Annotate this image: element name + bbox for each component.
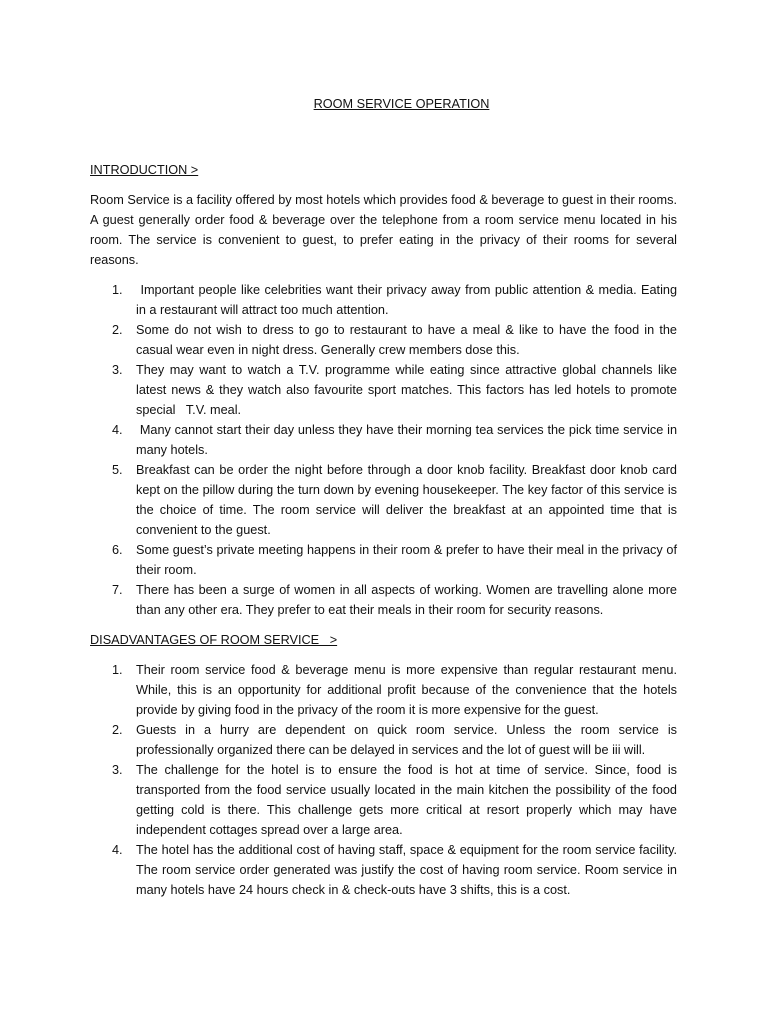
list-item [90, 720, 681, 760]
list-item-number: 5. [112, 463, 123, 477]
list-item-number: 2. [112, 323, 123, 337]
list-item [90, 580, 681, 620]
list-item-text: Important people like celebrities want their privacy away from public attention & media. Eating in a restaurant will attract too much attention. [136, 283, 681, 317]
list-item-text: Some guest’s private meeting happens in their room & prefer to have their meal in the privacy of their room. [136, 543, 681, 577]
list-item-number: 3. [112, 363, 123, 377]
list-item [90, 420, 681, 460]
list-item [90, 660, 681, 720]
list-item-text: They may want to watch a T.V. programme while eating since attractive global channels like latest news & they watch also favourite sport matches. This factors has led hotels to promote special T.V. meal. [136, 363, 681, 417]
list-item-number: 4. [112, 423, 123, 437]
list-item [90, 460, 681, 540]
disadvantages-heading: DISADVANTAGES OF ROOM SERVICE > [90, 633, 338, 647]
reasons-list [90, 280, 681, 620]
list-item-text: The hotel has the additional cost of having staff, space & equipment for the room service facility. The room service order generated was justify the cost of having room service. Room service in many hotels have 24 hours check in & check-outs have 3 shifts, this is a cost. [136, 843, 681, 897]
list-item-text: There has been a surge of women in all aspects of working. Women are travelling alone more than any other era. They prefer to eat their meals in their room for security reasons. [136, 583, 681, 617]
list-item [90, 540, 681, 580]
list-item [90, 280, 681, 320]
introduction-heading: INTRODUCTION > [90, 163, 199, 177]
document-body [90, 94, 681, 910]
list-item-text: The challenge for the hotel is to ensure the food is hot at time of service. Since, food is transported from the food service usually located in the main kitchen the possibility of the food getting cold is there. This challenge gets more critical at resort properly which may have independent cottages spread over a large area. [136, 763, 681, 837]
disadvantages-list [90, 660, 681, 900]
list-item [90, 760, 681, 840]
document-title: ROOM SERVICE OPERATION [313, 97, 490, 111]
list-item-number: 1. [112, 283, 123, 297]
list-item-number: 4. [112, 843, 123, 857]
list-item-number: 2. [112, 723, 123, 737]
list-item-number: 6. [112, 543, 123, 557]
list-item-number: 3. [112, 763, 123, 777]
list-item-text: Their room service food & beverage menu is more expensive than regular restaurant menu. While, this is an opportunity for additional profit because of the convenience that the hotels provide by giving food in the privacy of the room it is more expensive for the guest. [136, 663, 681, 717]
list-item-number: 1. [112, 663, 123, 677]
list-item-number: 7. [112, 583, 123, 597]
list-item [90, 360, 681, 420]
introduction-paragraph: Room Service is a facility offered by most hotels which provides food & beverage to guest in their rooms. A guest generally order food & beverage over the telephone from a room service menu located in his room. The service is convenient to guest, to prefer eating in the privacy of their rooms for several reasons. [90, 193, 677, 267]
list-item-text: Guests in a hurry are dependent on quick room service. Unless the room service is professionally organized there can be delayed in services and the lot of guest will be iii will. [136, 723, 681, 757]
list-item-text: Some do not wish to dress to go to restaurant to have a meal & like to have the food in the casual wear even in night dress. Generally crew members dose this. [136, 323, 681, 357]
list-item-text: Many cannot start their day unless they have their morning tea services the pick time service in many hotels. [136, 423, 681, 457]
list-item-text: Breakfast can be order the night before through a door knob facility. Breakfast door knob card kept on the pillow during the turn down by evening housekeeper. The key factor of this service is the choice of time. The room service will deliver the breakfast at an appointed time that is convenient to the guest. [136, 463, 681, 537]
list-item [90, 320, 681, 360]
list-item [90, 840, 681, 900]
